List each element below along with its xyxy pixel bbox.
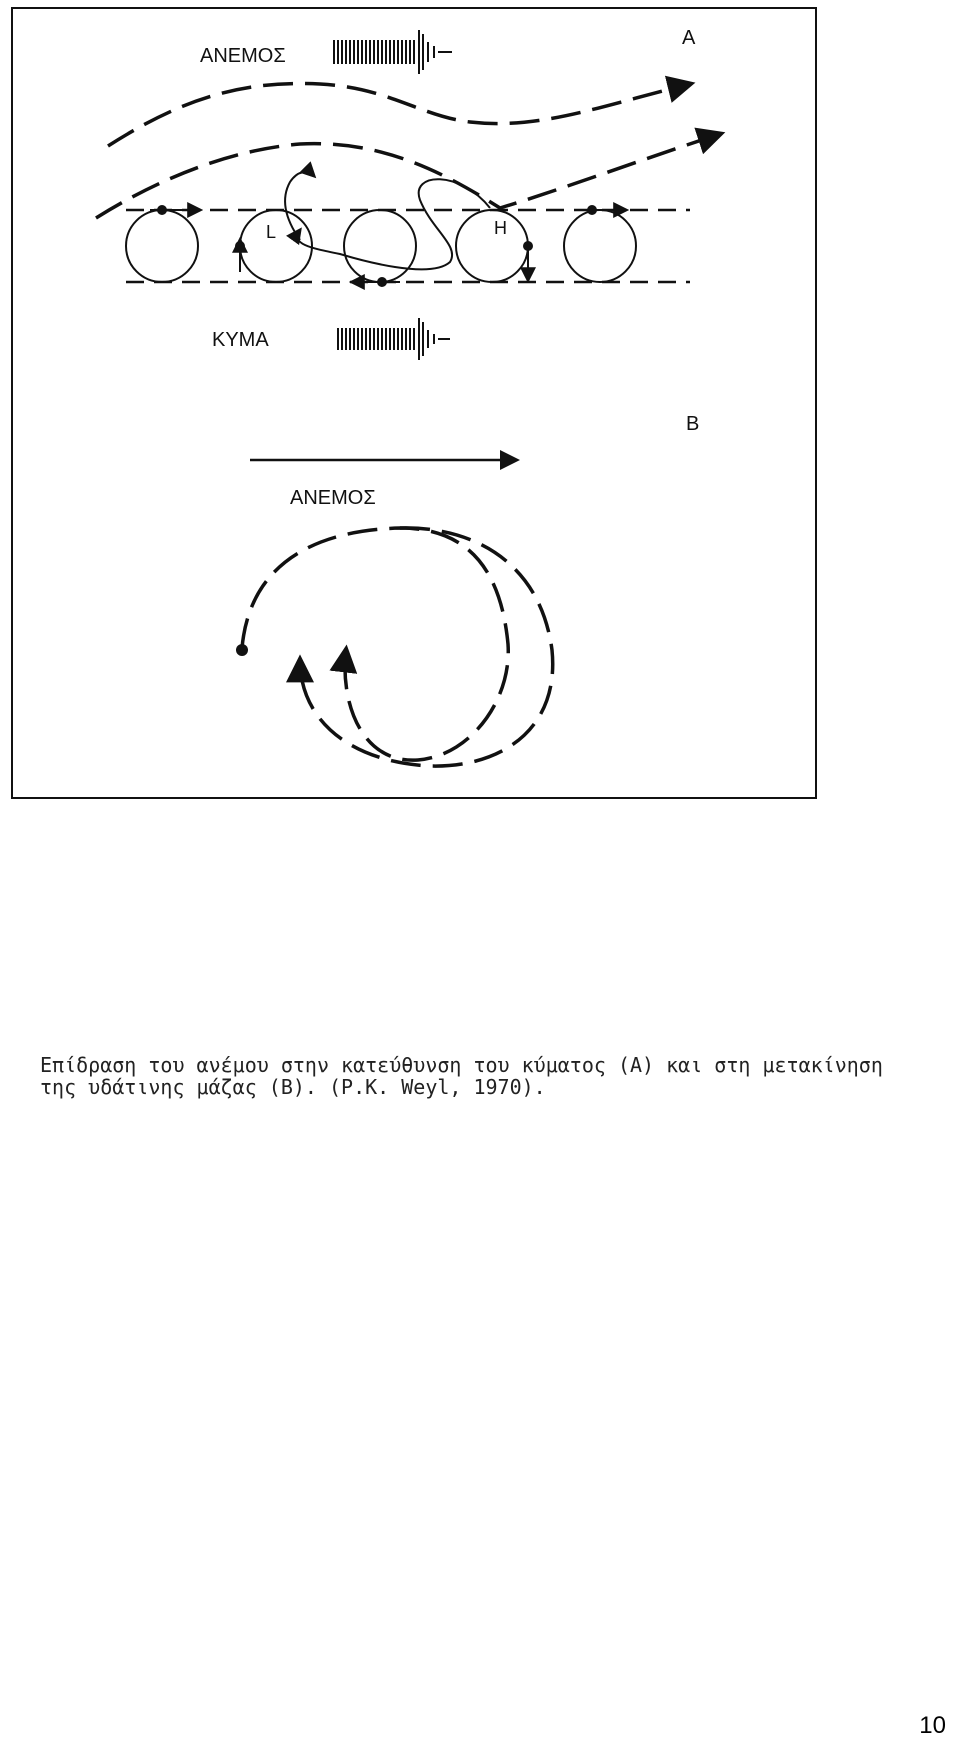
wave-label: ΚΥΜΑ — [212, 329, 269, 351]
wind-streamline-upper — [108, 84, 690, 146]
panel-a-wind-label: ΑΝΕΜΟΣ — [200, 45, 286, 67]
wind-wave-diagram — [0, 0, 960, 820]
panel-b-label: B — [686, 413, 700, 435]
panel-a-label: A — [682, 27, 696, 49]
panel-b-wind-label: ΑΝΕΜΟΣ — [290, 487, 376, 509]
low-pressure-label: L — [266, 222, 277, 242]
wave-orbit-5 — [564, 210, 636, 282]
high-pressure-label: H — [494, 218, 507, 238]
particle-dots — [157, 205, 597, 287]
wind-streamline-lower — [96, 134, 720, 218]
wave-orbit-3 — [344, 210, 416, 282]
wind-strength-bar — [334, 30, 452, 74]
water-mass-trajectory — [242, 528, 508, 760]
wave-orbit-1 — [126, 210, 198, 282]
figure-caption: Επίδραση του ανέμου στην κατεύθυνση του κύματος (A) και στη μετακίνηση της υδάτινης μάζας (B). (P.K. Weyl, 1970). — [40, 1053, 895, 1099]
panel-b — [236, 413, 699, 766]
page-number: 10 — [919, 1712, 946, 1739]
wave-strength-bar — [338, 318, 450, 360]
wave-orbit-4 — [456, 210, 528, 282]
panel-a — [96, 27, 720, 360]
figure-frame — [12, 8, 816, 798]
air-circulation-loop — [297, 179, 490, 269]
wave-orbit-2 — [240, 210, 312, 282]
water-mass-trajectory-outer — [300, 528, 553, 766]
trajectory-start-dot — [236, 644, 248, 656]
